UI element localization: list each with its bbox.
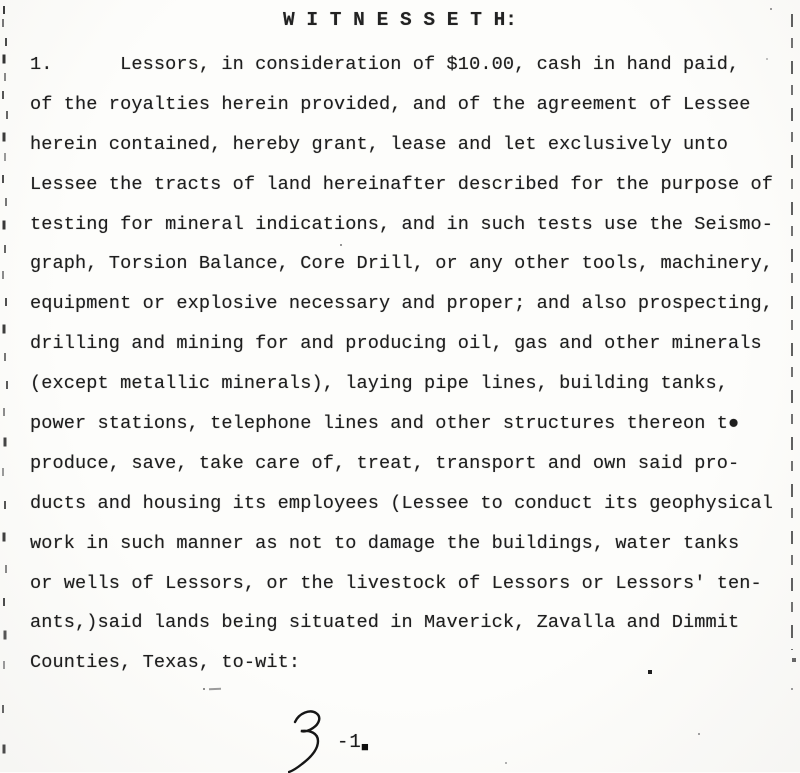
scan-artifact-dash — [209, 688, 221, 690]
document-body — [30, 45, 794, 683]
text-line: produce, save, take care of, treat, transport and own said pro- — [30, 452, 740, 474]
ink-blot-square: ■ — [361, 740, 369, 755]
text-line: equipment or explosive necessary and proper; and also prospecting, — [30, 293, 774, 315]
text-line: or wells of Lessors, or the livestock of Lessors or Lessors' ten- — [30, 572, 762, 594]
text-line: ants,)said lands being situated in Maverick, Zavalla and Dimmit — [30, 612, 740, 634]
text-line: testing for mineral indications, and in such tests use the Seismo- — [30, 213, 774, 235]
text-line: Lessee the tracts of land hereinafter described for the purpose of — [30, 173, 774, 195]
document-title: W I T N E S S E T H: — [282, 9, 518, 31]
text-line: power stations, telephone lines and other structures thereon t● — [30, 413, 740, 435]
scan-artifact-specks — [0, 0, 2, 2]
text-line: Counties, Texas, to-wit: — [30, 652, 301, 674]
scan-artifact-right-edge — [791, 14, 793, 650]
page-footer — [288, 703, 398, 772]
text-line: work in such manner as not to damage the buildings, water tanks — [30, 532, 740, 554]
handwritten-page-number-3 — [288, 709, 334, 773]
text-line: herein contained, hereby grant, lease and let exclusively unto — [30, 133, 728, 155]
text-line: of the royalties herein provided, and of the agreement of Lessee — [30, 93, 751, 115]
text-line: (except metallic minerals), laying pipe lines, building tanks, — [30, 373, 728, 395]
text-line: graph, Torsion Balance, Core Drill, or any other tools, machinery, — [30, 253, 774, 275]
text-line: ducts and housing its employees (Lessee to conduct its geophysical — [30, 492, 774, 514]
text-line: drilling and mining for and producing oil, gas and other minerals — [30, 333, 762, 355]
page-number-label: -1 — [337, 731, 362, 753]
text-line: 1. Lessors, in consideration of $10.00, cash in hand paid, — [30, 54, 740, 75]
